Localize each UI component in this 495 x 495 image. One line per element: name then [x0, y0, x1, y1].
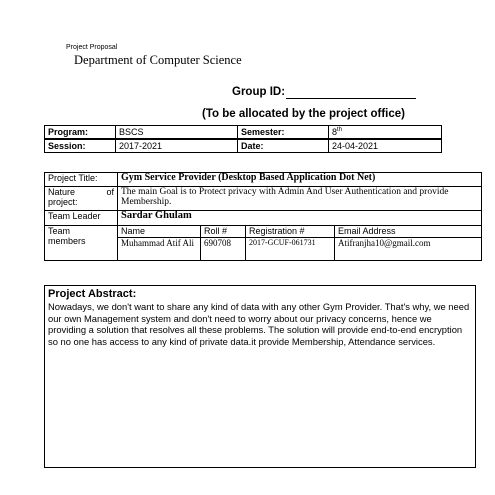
project-title-value: Gym Service Provider (Desktop Based Application Dot Net): [118, 173, 482, 187]
program-value: BSCS: [116, 126, 238, 140]
program-label: Program:: [45, 126, 116, 140]
team-members-label-cell: [45, 226, 118, 261]
semester-cell: [329, 126, 442, 140]
group-id-line: [286, 98, 416, 99]
member-name: Muhammad Atif Ali: [118, 238, 201, 261]
team-leader-label: Team Leader: [45, 211, 118, 226]
session-value: 2017-2021: [116, 139, 238, 153]
nature-value: The main Goal is to Protect privacy with Admin And User Authentication and provide Membership.: [118, 187, 482, 211]
department-title: Department of Computer Science: [74, 53, 242, 67]
semester-value: 8: [332, 127, 338, 137]
member-roll: 690708: [201, 238, 246, 261]
team-leader-value: Sardar Ghulam: [118, 211, 482, 226]
col-email: Email Address: [335, 226, 482, 238]
nature-label-cell: [45, 187, 118, 211]
project-title-label: Project Title:: [45, 173, 118, 187]
team-members-label-1: Team: [48, 226, 71, 236]
allocation-note: (To be allocated by the project office): [202, 108, 405, 120]
date-label: Date:: [238, 139, 329, 153]
nature-label: Nature: [48, 187, 76, 197]
abstract-text: Nowadays, we don't want to share any kind of data with any other Gym Provider. That's why, we need our own Management system and don't need to worry about our privacy concerns, hence we providing a solution that resolves all these problems. The solution will provide end-to-end encryption so no one has access to any kind of private data.it provide Membership, Attendance services.: [48, 301, 470, 347]
date-value: 24-04-2021: [329, 139, 442, 153]
group-id-label: Group ID:: [232, 86, 286, 98]
semester-label: Semester:: [238, 126, 329, 140]
col-registration: Registration #: [246, 226, 335, 238]
proposal-label: Project Proposal: [66, 44, 118, 51]
nature-label-project: project:: [48, 197, 78, 207]
semester-suffix: th: [337, 127, 343, 133]
abstract-title: Project Abstract:: [48, 288, 137, 300]
member-registration: 2017-GCUF-061731: [246, 238, 335, 261]
team-members-label-2: members: [48, 236, 86, 246]
col-roll: Roll #: [201, 226, 246, 238]
abstract-box: [44, 285, 476, 468]
col-name: Name: [118, 226, 201, 238]
project-details-table: [44, 172, 482, 261]
nature-label-of: of: [106, 187, 114, 197]
program-info-table: [44, 125, 442, 153]
member-email: Atifranjha10@gmail.com: [335, 238, 482, 261]
session-label: Session:: [45, 139, 116, 153]
